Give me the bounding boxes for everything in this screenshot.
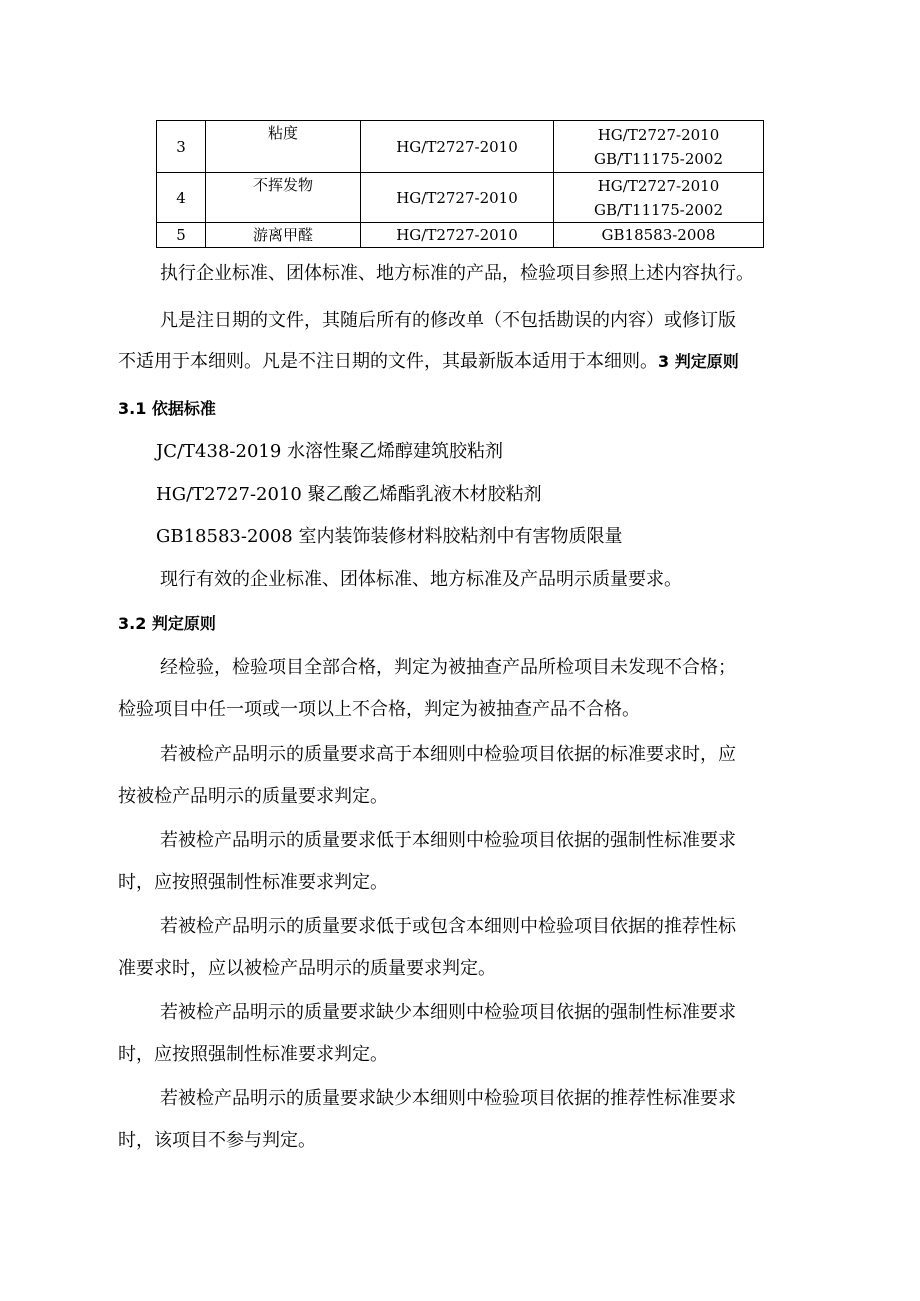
row-number: 3 (157, 121, 206, 173)
section-3-1-heading: 3.1 依据标准 (118, 399, 216, 418)
row-number: 5 (157, 223, 206, 248)
standard-item: HG/T2727-2010 聚乙酸乙烯酯乳液木材胶粘剂 (156, 484, 542, 505)
judgment-paragraph-line: 若被检产品明示的质量要求缺少本细则中检验项目依据的强制性标准要求 (160, 1002, 736, 1023)
table-row (157, 223, 764, 248)
section-3-heading: 3 判定原则 (658, 352, 739, 371)
judgment-standard-1: HG/T2727-2010 (597, 176, 720, 195)
judgment-paragraph-line: 检验项目中任一项或一项以上不合格，判定为被抽查产品不合格。 (118, 699, 640, 720)
dated-docs-text: 不适用于本细则。凡是不注日期的文件，其最新版本适用于本细则。 (118, 351, 658, 372)
judgment-paragraph-line: 经检验，检验项目全部合格，判定为被抽查产品所检项目未发现不合格； (160, 657, 736, 678)
paragraph-scope: 执行企业标准、团体标准、地方标准的产品，检验项目参照上述内容执行。 (160, 263, 754, 284)
judgment-standard-1: HG/T2727-2010 (597, 125, 720, 144)
judgment-paragraph-line: 若被检产品明示的质量要求缺少本细则中检验项目依据的推荐性标准要求 (160, 1088, 736, 1109)
standard-item: 现行有效的企业标准、团体标准、地方标准及产品明示质量要求。 (160, 569, 682, 590)
judgment-standard (554, 173, 764, 223)
judgment-paragraph-line: 时，应按照强制性标准要求判定。 (118, 872, 388, 893)
method-standard: HG/T2727-2010 (361, 173, 554, 223)
section-3-2-heading: 3.2 判定原则 (118, 614, 216, 633)
item-name: 粘度 (206, 121, 361, 173)
judgment-paragraph-line: 若被检产品明示的质量要求低于或包含本细则中检验项目依据的推荐性标 (160, 916, 736, 937)
judgment-paragraph-line: 按被检产品明示的质量要求判定。 (118, 786, 388, 807)
judgment-standard-1: GB18583-2008 (601, 226, 716, 244)
standard-item: JC/T438-2019 水溶性聚乙烯醇建筑胶粘剂 (156, 441, 504, 462)
paragraph-dated-docs-line1: 凡是注日期的文件，其随后所有的修改单（不包括勘误的内容）或修订版 (160, 310, 736, 331)
table-row (157, 173, 764, 223)
row-number: 4 (157, 173, 206, 223)
item-name: 游离甲醛 (206, 223, 361, 248)
judgment-standard (554, 223, 764, 248)
judgment-standard (554, 121, 764, 173)
judgment-paragraph-line: 时，该项目不参与判定。 (118, 1130, 316, 1151)
standard-item: GB18583-2008 室内装饰装修材料胶粘剂中有害物质限量 (156, 526, 623, 547)
judgment-paragraph-line: 时，应按照强制性标准要求判定。 (118, 1044, 388, 1065)
paragraph-dated-docs-line2 (118, 350, 739, 374)
item-name: 不挥发物 (206, 173, 361, 223)
judgment-standard-2: GB/T11175-2002 (593, 149, 724, 168)
judgment-paragraph-line: 若被检产品明示的质量要求低于本细则中检验项目依据的强制性标准要求 (160, 830, 736, 851)
inspection-items-table (156, 120, 764, 248)
method-standard: HG/T2727-2010 (361, 121, 554, 173)
table-row (157, 121, 764, 173)
judgment-standard-2: GB/T11175-2002 (593, 200, 724, 219)
judgment-paragraph-line: 准要求时，应以被检产品明示的质量要求判定。 (118, 958, 496, 979)
method-standard: HG/T2727-2010 (361, 223, 554, 248)
judgment-paragraph-line: 若被检产品明示的质量要求高于本细则中检验项目依据的标准要求时，应 (160, 744, 736, 765)
